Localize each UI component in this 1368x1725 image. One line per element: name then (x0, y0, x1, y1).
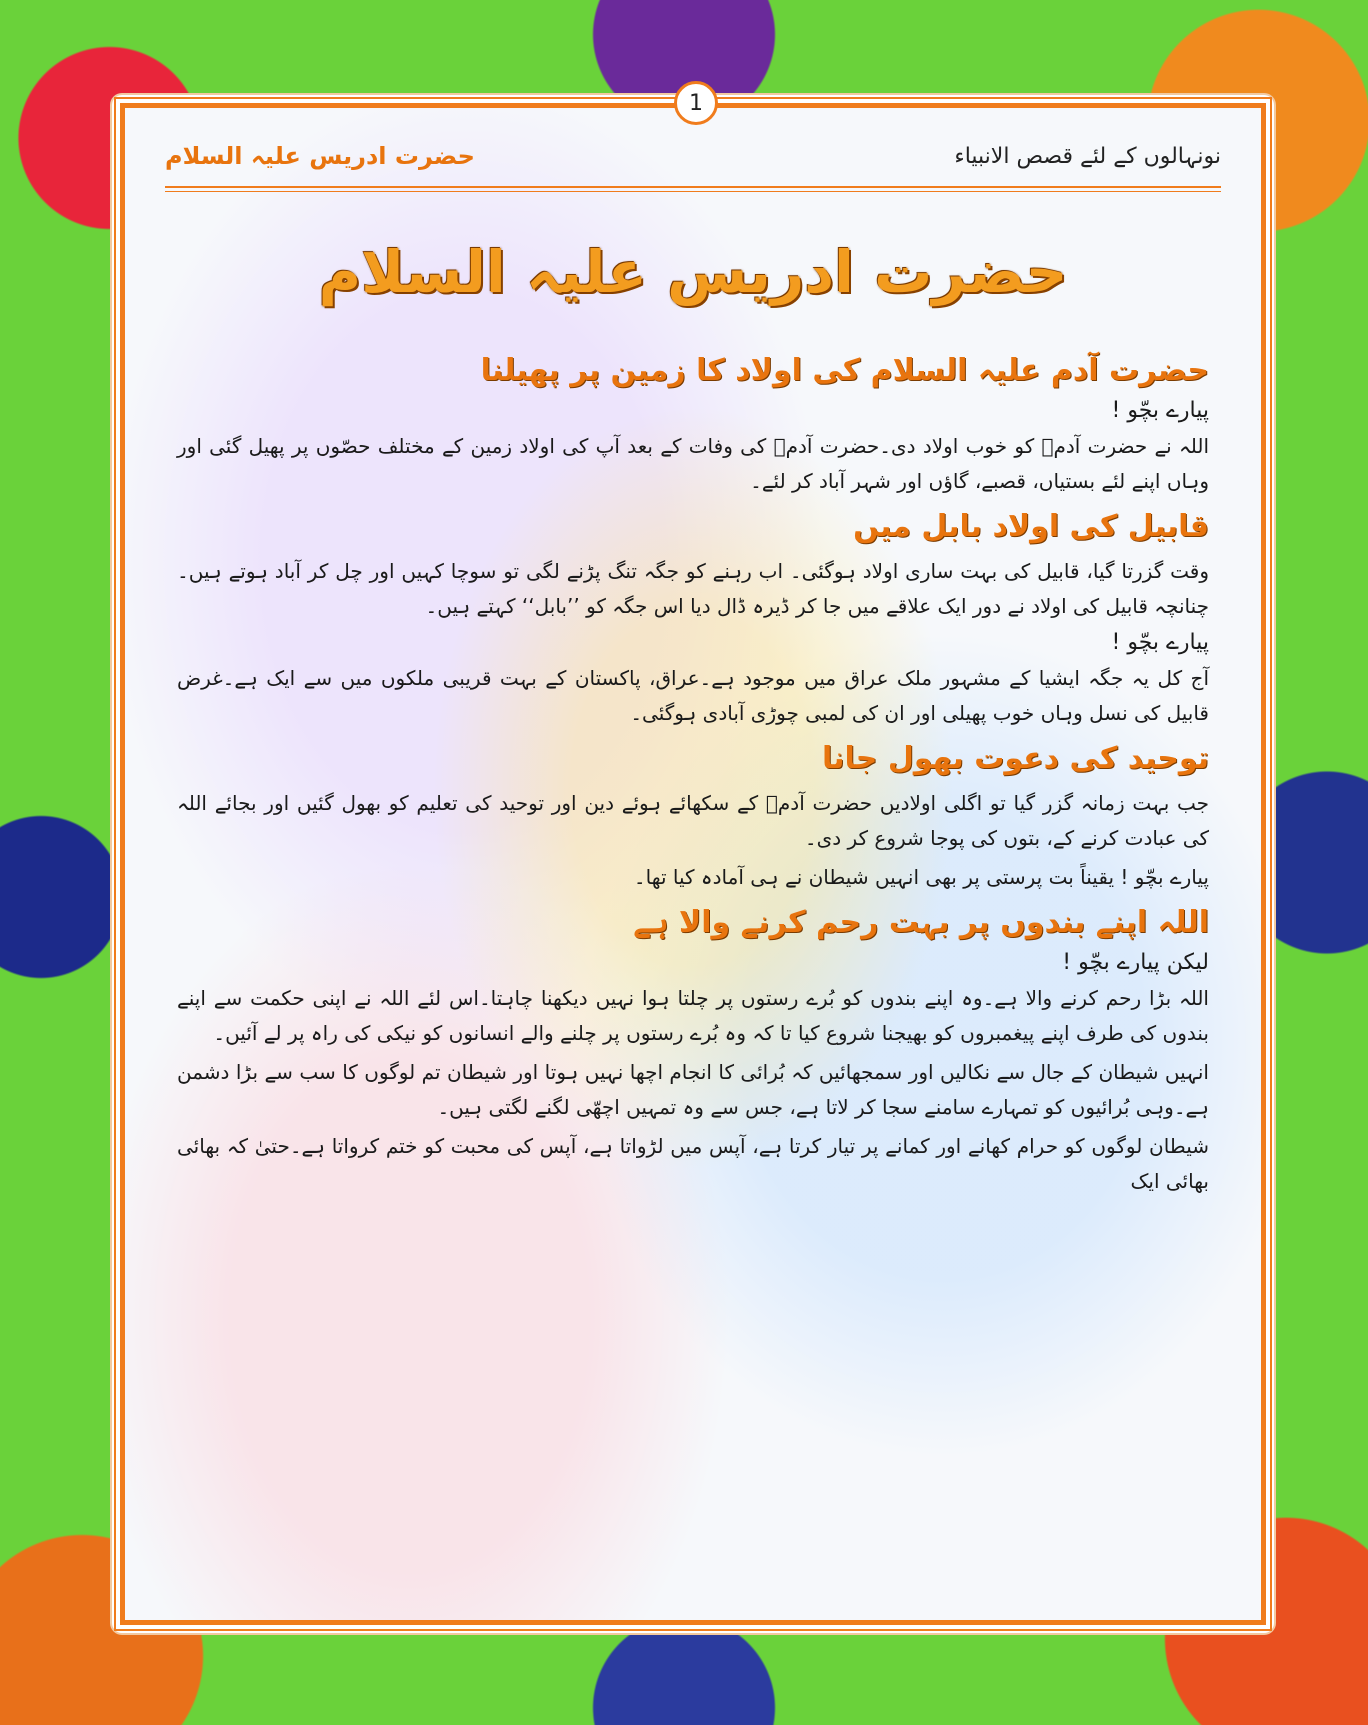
salutation: لیکن پیارے بچّو ! (1062, 950, 1209, 975)
paragraph: اللہ بڑا رحم کرنے والا ہے۔وہ اپنے بندوں کو بُرے رستوں پر چلتا ہوا نہیں دیکھنا چاہتا۔اس لئے اللہ نے اپنی حکمت سے اپنے بندوں کی طرف اپنے پیغمبروں کو بھیجنا شروع کیا تا کہ وہ بُرے رستوں پر چلنے والے انسانوں کو نیکی کی راہ پر لے آئیں۔ (177, 986, 1209, 1045)
paragraph: انہیں شیطان کے جال سے نکالیں اور سمجھائیں کہ بُرائی کا انجام اچھا نہیں ہوتا اور شیطان تم لوگوں کا سب سے بڑا دشمن ہے۔وہی بُرائیوں کو تمہارے سامنے سجا کر لاتا ہے، جس سے وہ تمہیں اچھّی لگنے لگتی ہیں۔ (177, 1060, 1209, 1119)
paragraph: آج کل یہ جگہ ایشیا کے مشہور ملک عراق میں موجود ہے۔عراق، پاکستان کے بہت قریبی ملکوں میں سے ایک ہے۔غرض قابیل کی نسل وہاں خوب پھیلی اور ان کی لمبی چوڑی آبادی ہوگئی۔ (177, 666, 1209, 725)
page-inner (120, 103, 1266, 1625)
page-frame (112, 90, 1274, 1633)
page-number: 1 (674, 81, 718, 125)
section-heading: اللہ اپنے بندوں پر بہت رحم کرنے والا ہے (633, 905, 1209, 940)
header-divider (165, 186, 1221, 192)
salutation: پیارے بچّو ! (1111, 630, 1209, 655)
article-body (177, 343, 1209, 1203)
paragraph: پیارے بچّو ! یقیناً بت پرستی پر بھی انہیں شیطان نے ہی آمادہ کیا تھا۔ (633, 865, 1209, 889)
paragraph: جب بہت زمانہ گزر گیا تو اگلی اولادیں حضرت آدمؑ کے سکھائے ہوئے دین اور توحید کی تعلیم کو بھول گئیں اور بجائے اللہ کی عبادت کرنے کے، بتوں کی پوجا شروع کر دی۔ (177, 791, 1209, 850)
chapter-title: حضرت ادریس علیہ السلام (165, 142, 475, 170)
salutation: پیارے بچّو ! (1111, 398, 1209, 423)
section-heading: حضرت آدم علیہ السلام کی اولاد کا زمین پر پھیلنا (480, 353, 1209, 388)
main-title: حضرت ادریس علیہ السلام (318, 238, 1068, 306)
paragraph: اللہ نے حضرت آدمؑ کو خوب اولاد دی۔حضرت آدمؑ کی وفات کے بعد آپ کی اولاد زمین کے مختلف حصّوں پر پھیل گئی اور وہاں اپنے لئے بستیاں، قصبے، گاؤں اور شہر آباد کر لئے۔ (177, 434, 1209, 493)
running-header (165, 136, 1221, 176)
section-heading: قابیل کی اولاد بابل میں (853, 509, 1209, 544)
section-heading: توحید کی دعوت بھول جانا (821, 741, 1209, 776)
series-title: نونہالوں کے لئے قصص الانبیاء (954, 143, 1221, 169)
paragraph: شیطان لوگوں کو حرام کھانے اور کمانے پر تیار کرتا ہے، آپس میں لڑواتا ہے، آپس کی محبت کو ختم کرواتا ہے۔حتیٰ کہ بھائی بھائی ایک (177, 1134, 1209, 1193)
paragraph: وقت گزرتا گیا، قابیل کی بہت ساری اولاد ہوگئی۔ اب رہنے کو جگہ تنگ پڑنے لگی تو سوچا کہیں اور چل کر آباد ہوتے ہیں۔ چنانچہ قابیل کی اولاد نے دور ایک علاقے میں جا کر ڈیرہ ڈال دیا اس جگہ کو ’’بابل‘‘ کہتے ہیں۔ (177, 559, 1209, 618)
